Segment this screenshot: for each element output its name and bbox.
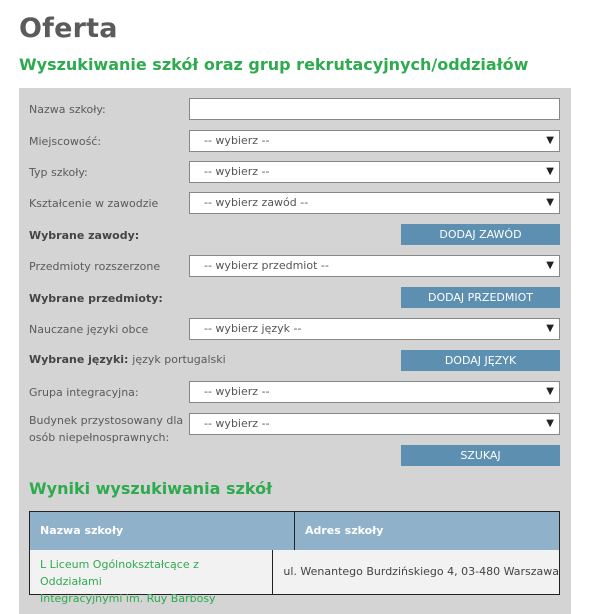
chevron-down-icon: ▼	[546, 135, 554, 146]
chevron-down-icon: ▼	[546, 197, 554, 208]
chevron-down-icon: ▼	[546, 166, 554, 177]
chevron-down-icon: ▼	[546, 323, 554, 334]
city-label: Miejscowość:	[29, 135, 102, 148]
school-type-select[interactable]	[189, 161, 560, 183]
accessible-row	[29, 413, 560, 447]
accessible-select[interactable]	[189, 413, 560, 435]
accessible-label	[29, 412, 183, 446]
selected-professions-row	[29, 224, 560, 248]
profession-select-value: -- wybierz zawód --	[204, 196, 309, 209]
selected-subjects-row	[29, 287, 560, 311]
city-select[interactable]	[189, 130, 560, 152]
integration-label: Grupa integracyjna:	[29, 386, 139, 399]
selected-languages-label: Wybrane języki:	[29, 352, 129, 366]
school-name-line2: Integracyjnymi im. Ruy Barbosy	[40, 592, 216, 605]
accessible-label-line2: osób niepełnosprawnych:	[29, 431, 170, 444]
chevron-down-icon: ▼	[546, 418, 554, 429]
search-row	[29, 445, 560, 469]
school-name-link[interactable]	[30, 550, 273, 605]
add-language-button[interactable]: DODAJ JĘZYK	[401, 350, 560, 371]
languages-label: Nauczane języki obce	[29, 323, 149, 336]
school-name-line1: L Liceum Ogólnokształcące z Oddziałami	[40, 558, 199, 588]
page-title: Oferta	[19, 13, 118, 44]
school-address: ul. Wenantego Burdzińskiego 4, 03-480 Warszawa	[283, 565, 559, 578]
city-row	[29, 130, 560, 154]
add-subject-button[interactable]: DODAJ PRZEDMIOT	[401, 287, 560, 308]
language-select[interactable]	[189, 318, 560, 340]
school-name-input[interactable]	[189, 98, 560, 120]
school-type-label: Typ szkoły:	[29, 166, 88, 179]
column-header-name: Nazwa szkoły	[30, 512, 295, 550]
selected-languages-row	[29, 350, 560, 374]
table-row	[30, 550, 559, 605]
city-select-value: -- wybierz --	[204, 134, 270, 147]
school-name-row	[29, 98, 560, 122]
chevron-down-icon: ▼	[546, 260, 554, 271]
languages-row	[29, 318, 560, 342]
vocational-row	[29, 192, 560, 216]
school-type-row	[29, 161, 560, 185]
integration-select[interactable]	[189, 381, 560, 403]
school-name-label: Nazwa szkoły:	[29, 103, 106, 116]
language-select-value: -- wybierz język --	[204, 322, 302, 335]
integration-row	[29, 381, 560, 405]
search-subtitle: Wyszukiwanie szkół oraz grup rekrutacyjnych/oddziałów	[19, 55, 529, 74]
column-header-address: Adres szkoły	[305, 524, 384, 537]
integration-select-value: -- wybierz --	[204, 385, 270, 398]
results-title: Wyniki wyszukiwania szkół	[29, 479, 273, 498]
accessible-select-value: -- wybierz --	[204, 417, 270, 430]
results-table	[29, 511, 560, 605]
subject-select[interactable]	[189, 255, 560, 277]
selected-languages-text	[29, 353, 226, 367]
vocational-label: Kształcenie w zawodzie	[29, 197, 159, 210]
accessible-label-line1: Budynek przystosowany dla	[29, 414, 184, 427]
chevron-down-icon: ▼	[546, 386, 554, 397]
add-profession-button[interactable]: DODAJ ZAWÓD	[401, 224, 560, 245]
extended-subjects-row	[29, 255, 560, 279]
table-header	[30, 512, 559, 550]
subject-select-value: -- wybierz przedmiot --	[204, 259, 329, 272]
selected-language-value: język portugalski	[132, 352, 226, 366]
selected-subjects-label: Wybrane przedmioty:	[29, 292, 163, 305]
search-button[interactable]: SZUKAJ	[401, 445, 560, 466]
extended-subjects-label: Przedmioty rozszerzone	[29, 260, 161, 273]
selected-professions-label: Wybrane zawody:	[29, 229, 140, 242]
profession-select[interactable]	[189, 192, 560, 214]
school-type-select-value: -- wybierz --	[204, 165, 270, 178]
search-panel	[19, 88, 571, 614]
